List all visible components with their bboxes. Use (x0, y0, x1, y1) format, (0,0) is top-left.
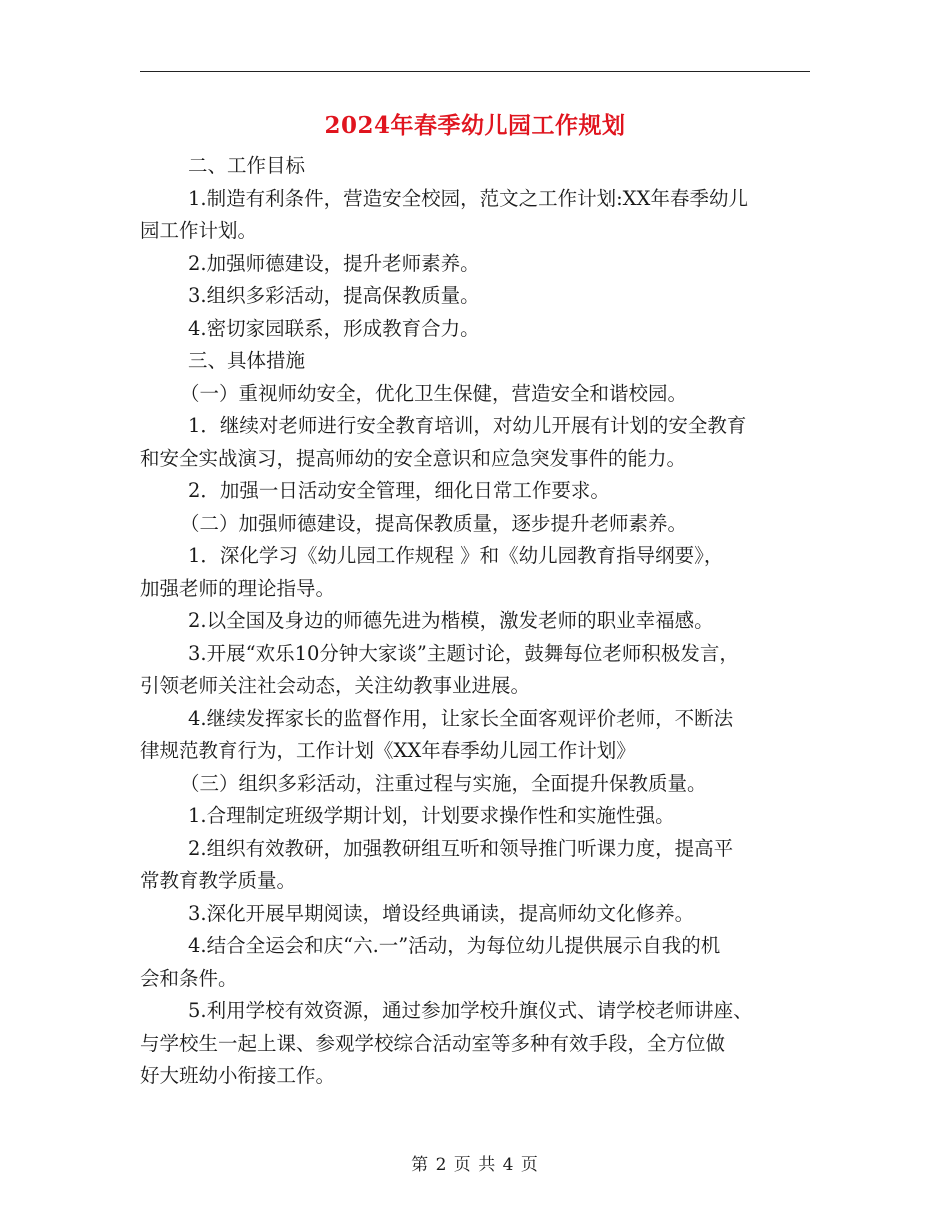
paragraph-line: 1.合理制定班级学期计划，计划要求操作性和实施性强。 (188, 804, 675, 827)
document-body (140, 150, 812, 1093)
paragraph-line: 1．深化学习《幼儿园工作规程 》和《幼儿园教育指导纲要》， (188, 544, 724, 567)
paragraph-line: 3.组织多彩活动，提高保教质量。 (188, 284, 480, 307)
paragraph-line: 1.制造有利条件，营造安全校园，范文之工作计划:XX年春季幼儿 (188, 186, 748, 210)
paragraph-line: 3.深化开展早期阅读，增设经典诵读，提高师幼文化修养。 (188, 901, 695, 925)
paragraph-line: 2.加强师德建设，提升老师素养。 (188, 251, 480, 275)
paragraph-line: 园工作计划。 (140, 219, 258, 242)
paragraph-line: 4.结合全运会和庆“六.一”活动，为每位幼儿提供展示自我的机 (188, 934, 721, 957)
paragraph-line: 2.以全国及身边的师德先进为楷模，激发老师的职业幸福感。 (188, 609, 714, 632)
paragraph-line: （三）组织多彩活动，注重过程与实施，全面提升保教质量。 (180, 771, 707, 795)
paragraph-line: 3.开展“欢乐10分钟大家谈”主题讨论，鼓舞每位老师积极发言， (188, 641, 739, 665)
paragraph-line: 好大班幼小衔接工作。 (140, 1064, 336, 1087)
header-rule (140, 71, 810, 72)
paragraph-line: 4.继续发挥家长的监督作用，让家长全面客观评价老师，不断法 (188, 706, 734, 730)
paragraph-line: （二）加强师德建设，提高保教质量，逐步提升老师素养。 (180, 511, 688, 535)
paragraph-line: 4.密切家园联系，形成教育合力。 (188, 316, 480, 340)
paragraph-line: 2．加强一日活动安全管理，细化日常工作要求。 (188, 479, 610, 502)
paragraph-line: 会和条件。 (140, 966, 238, 990)
paragraph-line: 律规范教育行为，工作计划《XX年春季幼儿园工作计划》 (140, 739, 636, 762)
page-number: 第 2 页 共 4 页 (411, 1155, 539, 1175)
paragraph-line: 引领老师关注社会动态，关注幼教事业进展。 (140, 674, 531, 697)
paragraph-line: 1．继续对老师进行安全教育培训，对幼儿开展有计划的安全教育 (188, 414, 747, 437)
paragraph-line: 和安全实战演习，提高师幼的安全意识和应急突发事件的能力。 (140, 446, 687, 470)
paragraph-line: 与学校生一起上课、参观学校综合活动室等多种有效手段，全方位做 (140, 1031, 726, 1055)
paragraph-line: （一）重视师幼安全，优化卫生保健，营造安全和谐校园。 (180, 381, 688, 405)
document-title: 2024年春季幼儿园工作规划 (324, 112, 626, 139)
paragraph-line: 2.组织有效教研，加强教研组互听和领导推门听课力度，提高平 (188, 836, 734, 860)
paragraph-line: 5.利用学校有效资源，通过参加学校升旗仪式、请学校老师讲座、 (188, 999, 753, 1022)
paragraph-line: 三、具体措施 (188, 349, 306, 372)
paragraph-line: 加强老师的理论指导。 (140, 576, 336, 600)
paragraph-line: 二、工作目标 (188, 154, 306, 177)
paragraph-line: 常教育教学质量。 (140, 869, 297, 892)
